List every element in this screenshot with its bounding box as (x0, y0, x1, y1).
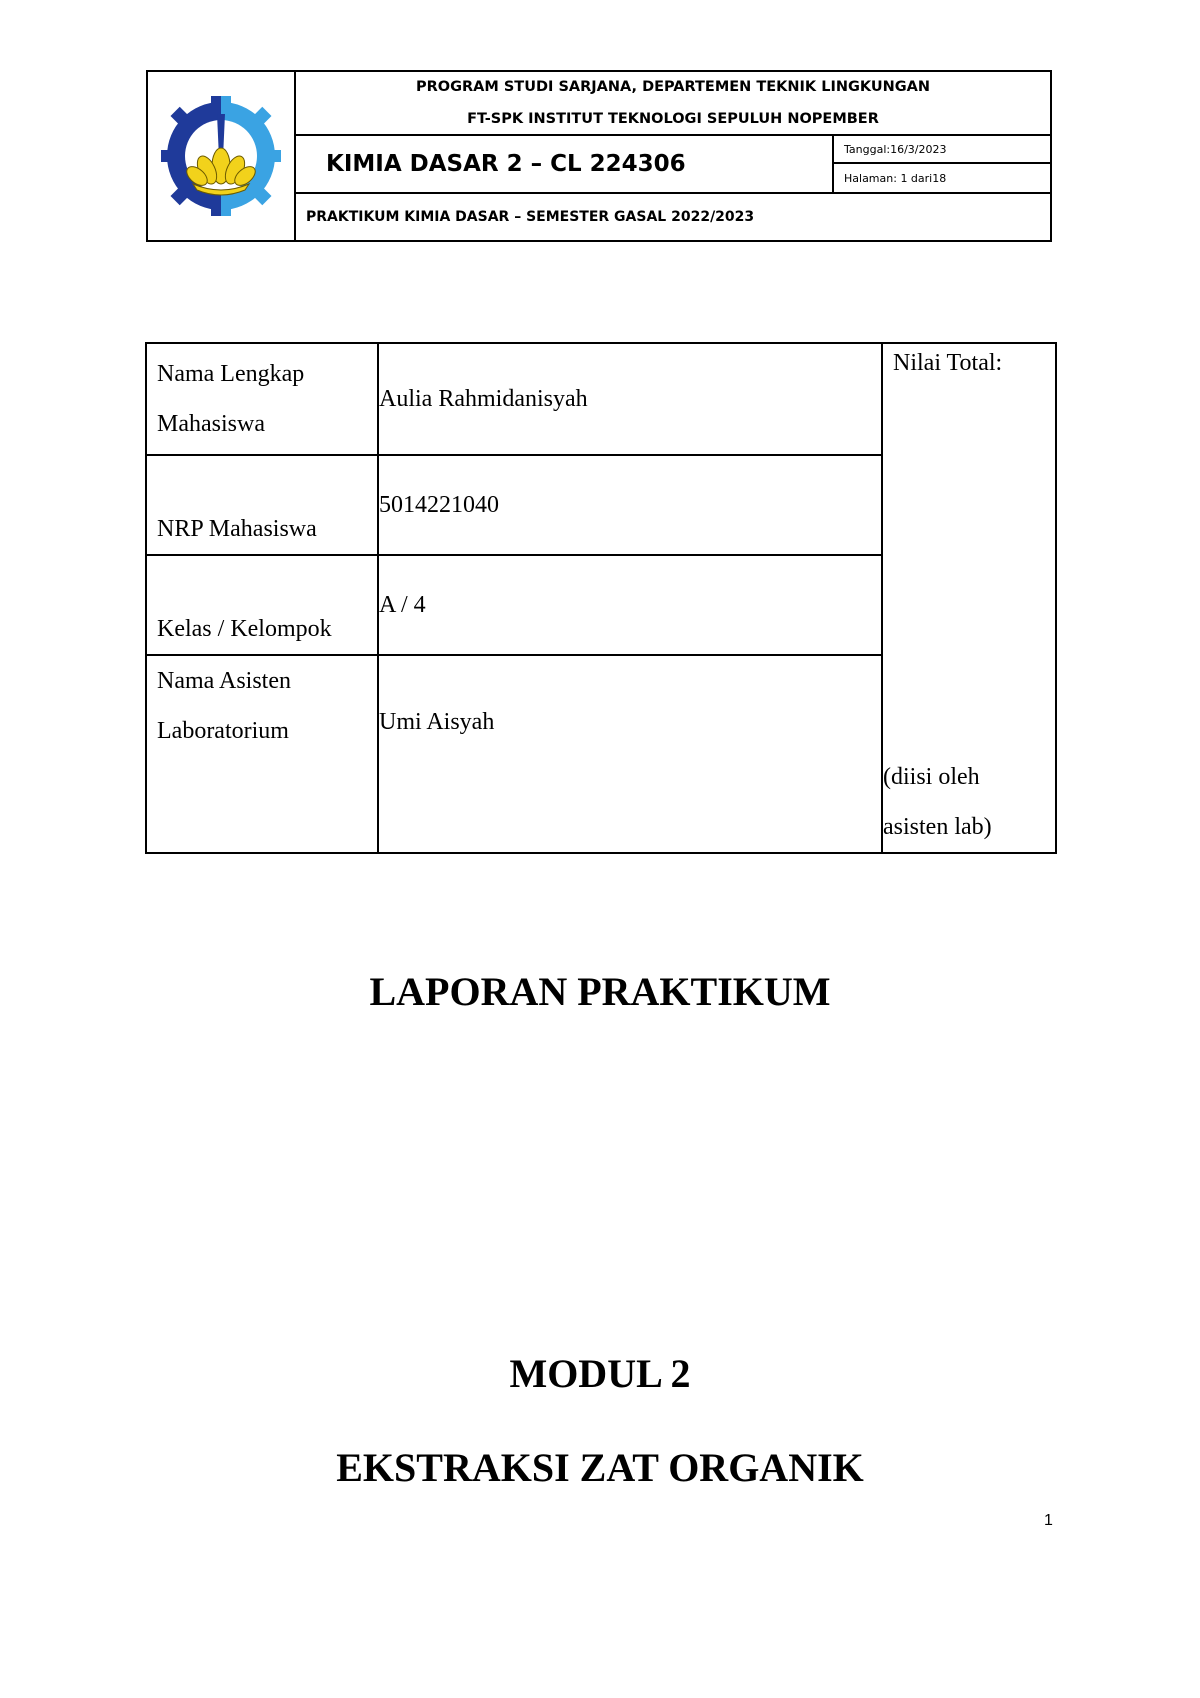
institution-block (296, 72, 1050, 136)
asisten-label-line2: Laboratorium (157, 718, 289, 744)
module-title: MODUL 2 (509, 1351, 691, 1396)
nrp-label-cell (146, 455, 378, 555)
halaman-field: Halaman: 1 dari18 (844, 171, 947, 185)
asisten-label-line1: Nama Asisten (157, 668, 291, 694)
table-row (146, 343, 1056, 455)
asisten-label-cell (146, 655, 378, 853)
nilai-note-line1: (diisi oleh (883, 764, 980, 790)
course-row (296, 136, 1050, 194)
nilai-note (883, 752, 992, 852)
nama-value-cell (378, 343, 882, 455)
asisten-value: Umi Aisyah (379, 709, 495, 735)
nilai-total-cell (882, 343, 1056, 853)
logo-cell (148, 72, 296, 240)
its-logo-icon (159, 96, 283, 216)
document-header (146, 70, 1052, 242)
kelas-value: A / 4 (379, 592, 426, 618)
nilai-note-line2: asisten lab) (883, 814, 992, 840)
nilai-total-label: Nilai Total: (893, 350, 1003, 376)
nama-label-line2: Mahasiswa (157, 411, 265, 437)
kelas-label-cell (146, 555, 378, 655)
report-title: LAPORAN PRAKTIKUM (369, 969, 831, 1014)
tanggal-field: Tanggal:16/3/2023 (834, 136, 1050, 164)
nrp-value-cell (378, 455, 882, 555)
kelas-value-cell (378, 555, 882, 655)
nama-label-cell (146, 343, 378, 455)
kelas-label: Kelas / Kelompok (157, 616, 332, 642)
student-info-table (145, 342, 1057, 854)
nama-value: Aulia Rahmidanisyah (379, 386, 588, 412)
semester-line: PRAKTIKUM KIMIA DASAR – SEMESTER GASAL 2022/2023 (306, 209, 755, 225)
page-number: 1 (1044, 1512, 1053, 1529)
nama-label-line1: Nama Lengkap (157, 361, 305, 387)
nrp-value: 5014221040 (379, 492, 499, 518)
program-line: PROGRAM STUDI SARJANA, DEPARTEMEN TEKNIK LINGKUNGAN (415, 79, 931, 95)
institute-line: FT-SPK INSTITUT TEKNOLOGI SEPULUH NOPEMBER (467, 111, 879, 127)
course-title: KIMIA DASAR 2 – CL 224306 (296, 136, 834, 192)
meta-block (834, 136, 1050, 192)
asisten-value-cell (378, 655, 882, 853)
nrp-label: NRP Mahasiswa (157, 516, 317, 542)
experiment-title: EKSTRAKSI ZAT ORGANIK (336, 1445, 864, 1490)
